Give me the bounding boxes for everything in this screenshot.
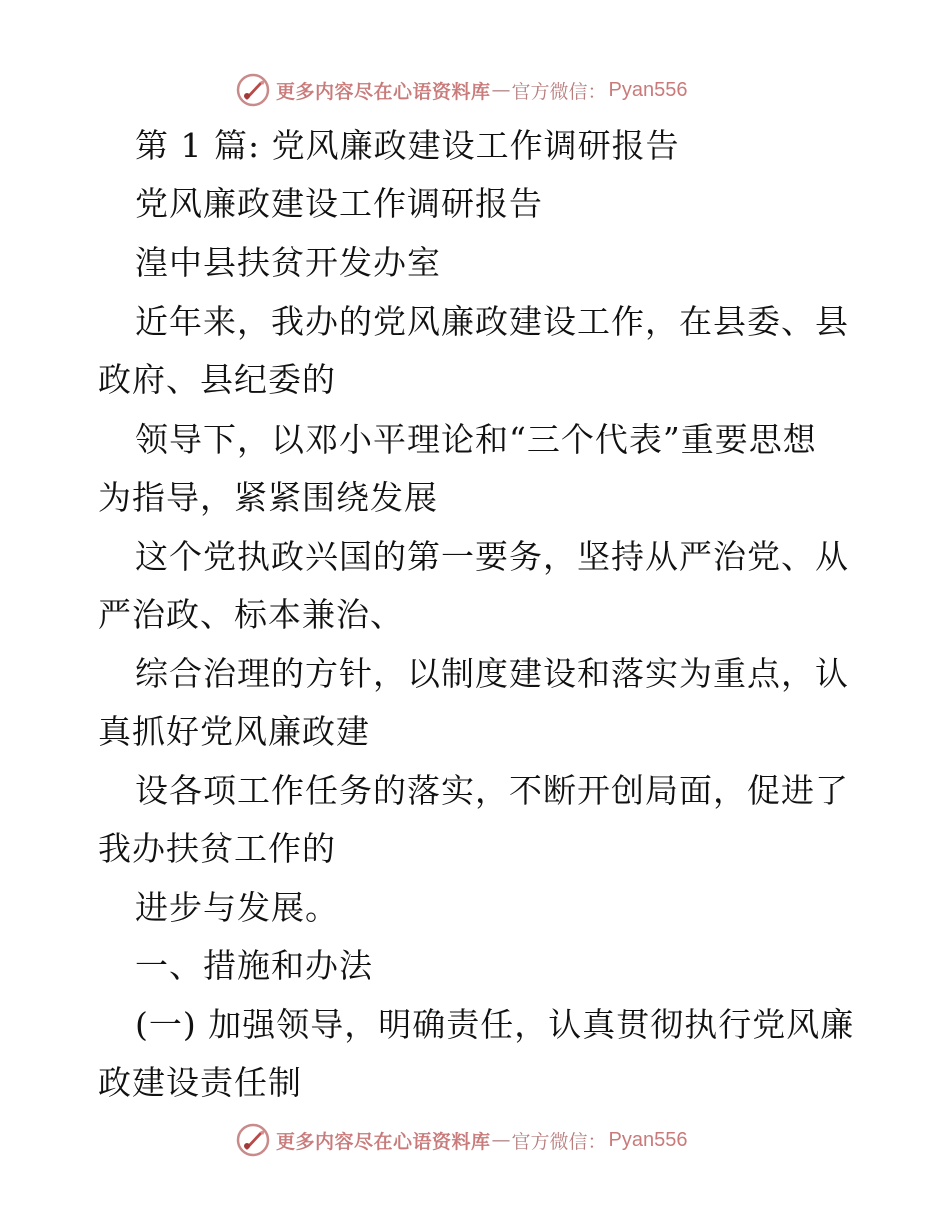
paragraph-line: 这个党执政兴国的第一要务，坚持从严治党、从 (135, 537, 849, 576)
banner-promo-text: 更多内容尽在心语资料库 (276, 80, 491, 103)
footer-watermark-banner (236, 1120, 688, 1160)
paragraph-line: 进步与发展。 (135, 888, 339, 927)
banner-promo-text: 更多内容尽在心语资料库 (276, 1130, 491, 1153)
paragraph-line: 政府、县纪委的 (98, 360, 336, 399)
feather-pen-logo-icon (236, 73, 270, 107)
banner-official-label: 官方微信： (511, 1130, 607, 1153)
banner-wechat-id: Pyan556 (608, 78, 688, 101)
banner-wechat-id: Pyan556 (608, 1128, 688, 1151)
paragraph-line: 严治政、标本兼治、 (98, 595, 404, 634)
section-heading: 一、措施和办法 (135, 946, 373, 985)
paragraph-line: 我办扶贫工作的 (98, 829, 336, 868)
paragraph-line: 综合治理的方针，以制度建设和落实为重点，认 (135, 654, 849, 693)
report-author: 湟中县扶贫开发办室 (135, 243, 441, 282)
document-title: 第 1 篇: 党风廉政建设工作调研报告 (135, 126, 680, 165)
paragraph-line: 设各项工作任务的落实，不断开创局面，促进了 (135, 771, 849, 810)
banner-official-label: 官方微信： (511, 80, 607, 103)
header-watermark-banner (236, 70, 688, 110)
subsection-heading-continued: 政建设责任制 (98, 1063, 302, 1102)
paragraph-line: 领导下，以邓小平理论和“三个代表”重要思想 (135, 420, 817, 459)
paragraph-line: 为指导，紧紧围绕发展 (98, 478, 438, 517)
paragraph-line: 近年来，我办的党风廉政建设工作，在县委、县 (135, 302, 849, 341)
paragraph-line: 真抓好党风廉政建 (98, 712, 370, 751)
feather-pen-logo-icon (236, 1123, 270, 1157)
subsection-heading: (一) 加强领导，明确责任，认真贯彻执行党风廉 (135, 1005, 855, 1044)
banner-dash: — (491, 1129, 511, 1151)
report-title: 党风廉政建设工作调研报告 (135, 184, 543, 223)
banner-dash: — (491, 79, 511, 101)
